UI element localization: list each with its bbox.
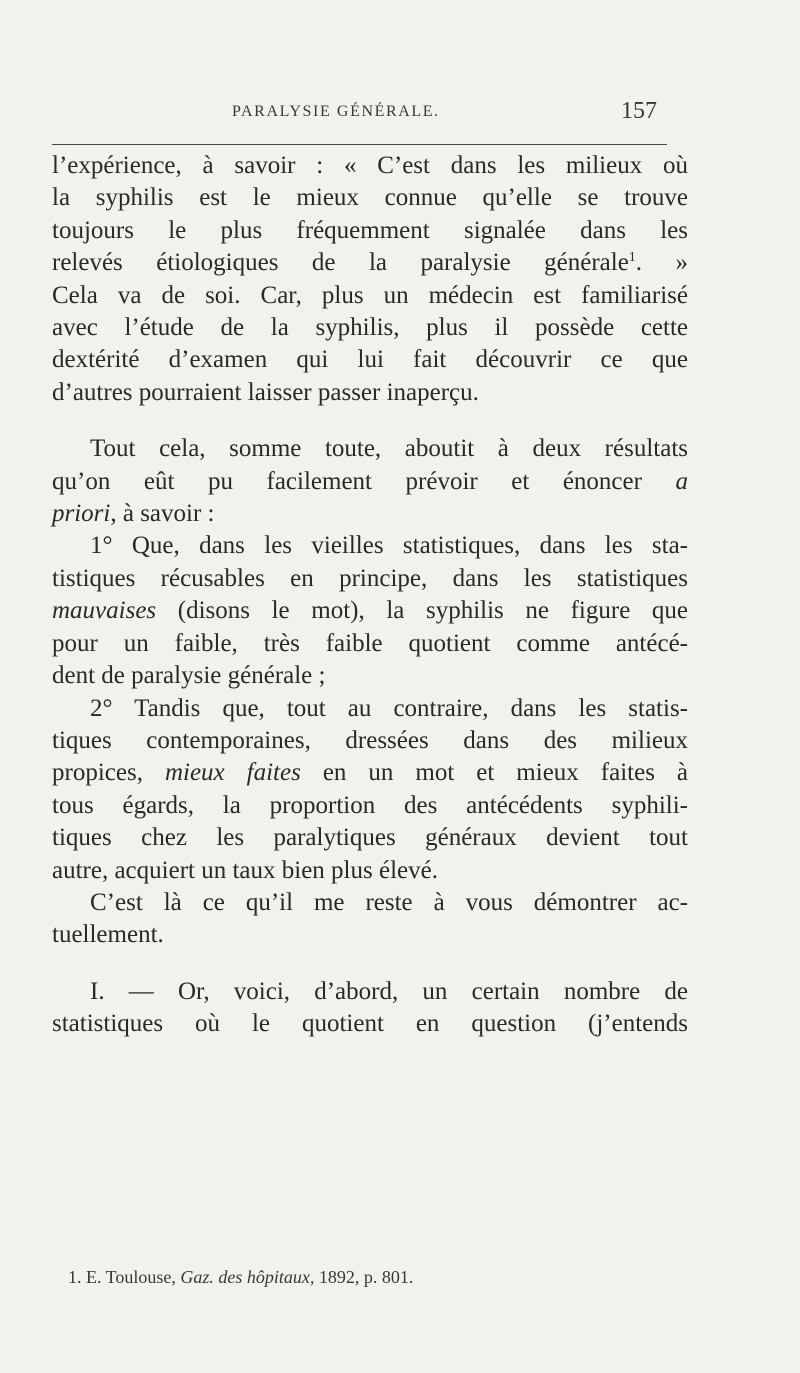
- text-line: [52, 466, 688, 498]
- text-segment: à savoir :: [122, 500, 215, 528]
- paragraph-4: [52, 693, 688, 887]
- italic-text: priori: [52, 500, 111, 528]
- text-line: la syphilis est le mieux connue qu’elle se trouve: [52, 184, 688, 212]
- text-line: toujours le plus fréquemment signalée dans les: [52, 216, 688, 244]
- footnote-details: 1892, p. 801.: [318, 1267, 414, 1287]
- text-line: 1° Que, dans les vieilles statistiques, dans les sta-: [90, 532, 688, 560]
- footnote-journal: Gaz. des hôpitaux,: [180, 1267, 315, 1287]
- text-segment: en un mot et mieux faites à: [322, 759, 689, 787]
- main-text: [52, 150, 688, 1041]
- text-segment: relevés étiologiques de la paralysie générale: [52, 249, 629, 277]
- footnote-marker: 1: [628, 250, 636, 266]
- paragraph-5: [52, 887, 688, 952]
- text-line: tiques contemporaines, dressées dans des milieux: [52, 726, 688, 754]
- paragraph-2: [52, 433, 688, 530]
- text-line: Tout cela, somme toute, aboutit à deux résultats: [90, 435, 688, 463]
- text-line: I. — Or, voici, d’abord, un certain nombre de: [90, 977, 688, 1005]
- text-line: tistiques récusables en principe, dans les statistiques: [52, 564, 688, 592]
- text-segment: propices,: [52, 759, 143, 787]
- paragraph-1: [52, 150, 688, 409]
- italic-text: mieux faites: [164, 759, 301, 787]
- text-line: 2° Tandis que, tout au contraire, dans les statis-: [90, 694, 688, 722]
- text-line: dextérité d’examen qui lui fait découvrir ce que: [52, 346, 688, 374]
- text-line: dent de paralysie générale ;: [52, 662, 326, 690]
- running-head-title: PARALYSIE GÉNÉRALE.: [232, 103, 440, 120]
- text-line: [52, 498, 688, 530]
- text-line: l’expérience, à savoir : « C’est dans les milieux où: [52, 152, 688, 179]
- text-segment: ,: [110, 500, 117, 528]
- text-segment: qu’on eût pu facilement prévoir et énoncer: [52, 467, 642, 495]
- footnote: [68, 1267, 413, 1288]
- text-line: tuellement.: [52, 921, 164, 949]
- text-segment: . »: [635, 249, 688, 277]
- italic-text: a: [675, 467, 688, 495]
- text-line: [52, 247, 688, 279]
- text-line: statistiques où le quotient en question (j’entends: [52, 1010, 688, 1038]
- page-number: 157: [621, 98, 657, 124]
- text-line: d’autres pourraient laisser passer inaperçu.: [52, 378, 479, 406]
- paragraph-3: [52, 530, 688, 692]
- italic-text: mauvaises: [52, 597, 157, 625]
- text-line: Cela va de soi. Car, plus un médecin est familiarisé: [52, 281, 688, 309]
- text-segment: (disons le mot), la syphilis ne figure que: [177, 597, 688, 625]
- footnote-number: 1.: [68, 1267, 82, 1287]
- header-rule: [52, 144, 667, 145]
- footnote-author: E. Toulouse,: [86, 1267, 176, 1287]
- text-line: C’est là ce qu’il me reste à vous démontrer ac-: [90, 888, 688, 916]
- text-line: pour un faible, très faible quotient comme antécé-: [52, 629, 688, 657]
- paragraph-6: [52, 976, 688, 1041]
- text-line: tous égards, la proportion des antécédents syphili-: [52, 791, 688, 819]
- text-line: autre, acquiert un taux bien plus élevé.: [52, 856, 438, 884]
- text-line: [52, 595, 688, 627]
- text-line: tiques chez les paralytiques généraux devient tout: [52, 824, 688, 852]
- text-line: avec l’étude de la syphilis, plus il possède cette: [52, 314, 688, 342]
- text-line: [52, 757, 688, 789]
